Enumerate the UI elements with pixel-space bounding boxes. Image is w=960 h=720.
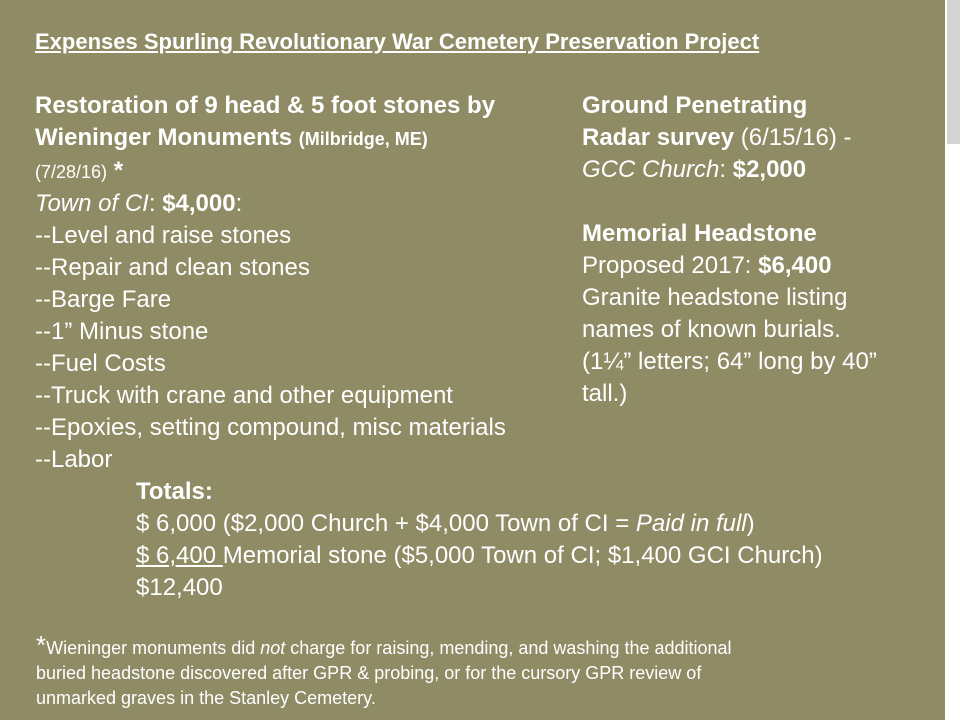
spacer: [582, 186, 932, 218]
restoration-date: (7/28/16): [35, 162, 108, 182]
memorial-proposed: Proposed 2017:: [582, 252, 759, 279]
footnote-text: Wieninger monuments did: [46, 638, 261, 658]
footnote-marker: *: [107, 157, 124, 184]
footnote-star: *: [36, 630, 47, 660]
memorial-desc-line: (1¼” letters; 64” long by 40”: [582, 348, 877, 375]
list-item: --Labor: [35, 446, 113, 473]
list-item: --Barge Fare: [35, 286, 172, 313]
footnote-line: unmarked graves in the Stanley Cemetery.: [36, 688, 376, 708]
slide-title: Expenses Spurling Revolutionary War Cemetery Preservation Project: [35, 29, 760, 54]
grand-total: $12,400: [136, 574, 223, 601]
restoration-heading: Restoration of 9 head & 5 foot stones by: [35, 92, 496, 119]
vendor-name: Wieninger Monuments: [35, 124, 293, 151]
gpr-survey-label: Radar survey: [582, 124, 735, 151]
totals-paid-text: $ 6,000 ($2,000 Church + $4,000 Town of CI =: [136, 510, 636, 537]
scrollbar-thumb[interactable]: [947, 0, 960, 144]
memorial-heading: Memorial Headstone: [582, 220, 817, 247]
gpr-funder-line: [582, 154, 932, 186]
totals-line-memorial: [136, 540, 936, 572]
memorial-desc-line: tall.): [582, 380, 628, 407]
restoration-vendor-line: [35, 122, 580, 155]
restoration-funder-line: [35, 188, 580, 220]
memorial-desc-line: names of known burials.: [582, 316, 841, 343]
funder-end: :: [235, 190, 243, 217]
gpr-funder: GCC Church: [582, 156, 720, 183]
memorial-total-amount: $ 6,400: [136, 542, 223, 569]
totals-paid-end: ): [746, 510, 755, 537]
paid-in-full: Paid in full: [635, 510, 747, 537]
gpr-date: (6/15/16) -: [734, 124, 852, 151]
list-item: --1” Minus stone: [35, 318, 209, 345]
memorial-total-text: Memorial stone ($5,000 Town of CI; $1,400 GCI Church): [222, 542, 823, 569]
list-item: --Repair and clean stones: [35, 254, 310, 281]
funder-name: Town of CI: [35, 190, 149, 217]
footnote: [36, 630, 916, 711]
gpr-separator: :: [719, 156, 733, 183]
totals-heading: Totals:: [136, 478, 213, 505]
restoration-section: [35, 90, 580, 476]
memorial-amount: $6,400: [758, 252, 832, 279]
right-column: [582, 90, 932, 410]
totals-line-paid: [136, 508, 936, 540]
restoration-date-line: [35, 155, 580, 188]
list-item: --Fuel Costs: [35, 350, 166, 377]
gpr-survey-line: [582, 122, 932, 154]
footnote-emphasis: not: [260, 638, 286, 658]
memorial-proposed-line: [582, 250, 932, 282]
funder-separator: :: [148, 190, 163, 217]
funder-amount: $4,000: [162, 190, 236, 217]
memorial-desc-line: Granite headstone listing: [582, 284, 848, 311]
footnote-line: [36, 630, 916, 661]
gpr-amount: $2,000: [732, 156, 807, 183]
gpr-heading: Ground Penetrating: [582, 92, 808, 119]
list-item: --Epoxies, setting compound, misc materials: [35, 414, 506, 441]
footnote-text: charge for raising, mending, and washing the additional: [285, 638, 732, 658]
vendor-location: (Milbridge, ME): [298, 129, 428, 149]
footnote-line: buried headstone discovered after GPR & probing, or for the cursory GPR review of: [36, 663, 702, 683]
list-item: --Truck with crane and other equipment: [35, 382, 453, 409]
list-item: --Level and raise stones: [35, 222, 292, 249]
totals-section: [136, 476, 936, 604]
